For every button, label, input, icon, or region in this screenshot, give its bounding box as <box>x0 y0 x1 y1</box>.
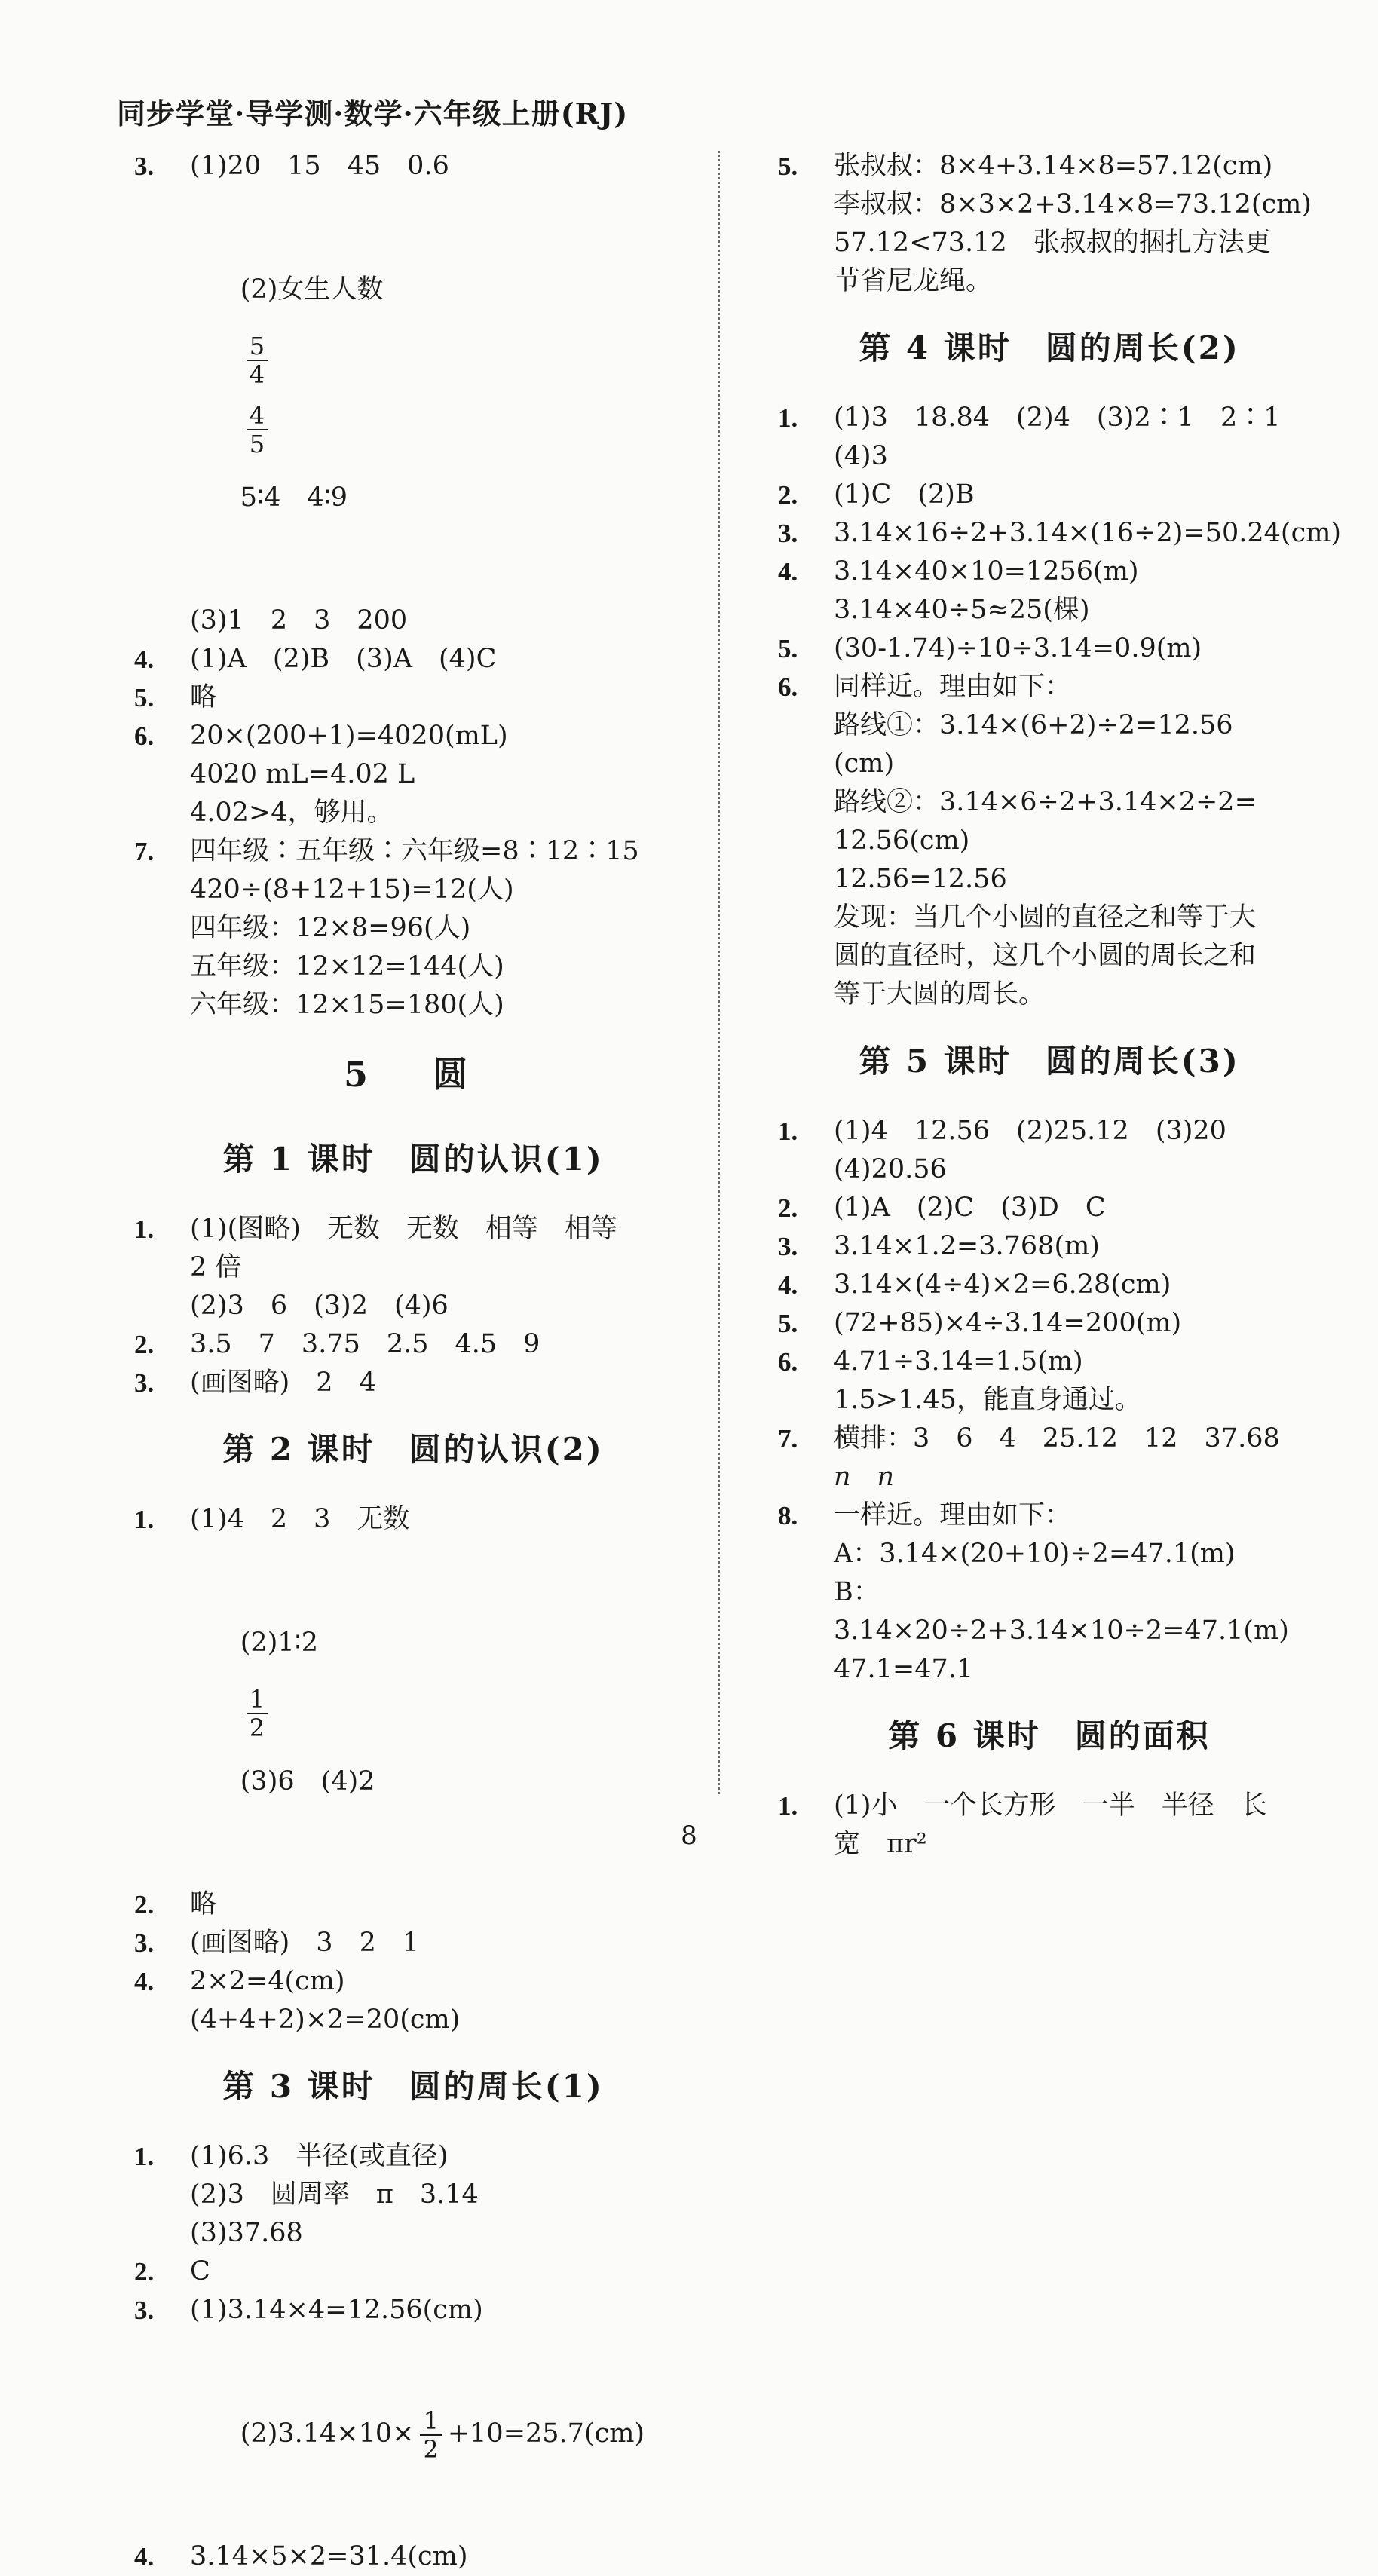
answer-line <box>190 185 692 602</box>
item-number: 7. <box>134 837 155 866</box>
answer-line: 3.5 7 3.75 2.5 4.5 9 <box>190 1329 540 1359</box>
answer-line: (1)4 12.56 (2)25.12 (3)20 <box>834 1116 1226 1146</box>
item-number: 3. <box>134 1928 155 1958</box>
answer-item <box>134 717 692 832</box>
answer-line: (cm) <box>834 749 895 779</box>
answer-item <box>134 1962 692 2039</box>
lesson-title: 第 4 课时 圆的周长(2) <box>859 329 1240 366</box>
answer-text: (2)女生人数 <box>240 274 384 305</box>
answer-line: 路线①：3.14×(6+2)÷2=12.56 <box>834 710 1233 740</box>
answer-line: (1)(图略) 无数 无数 相等 相等 <box>190 1214 617 1244</box>
answer-line: 1.5>1.45，能直身通过。 <box>834 1385 1141 1415</box>
fraction <box>247 332 268 388</box>
answer-text: +10=25.7(cm) <box>447 2418 645 2449</box>
answer-line: A：3.14×(20+10)÷2=47.1(m) <box>834 1539 1236 1569</box>
item-number: 2. <box>134 1890 155 1919</box>
answer-item <box>778 1112 1321 1189</box>
answer-line: 3.14×(4÷4)×2=6.28(cm) <box>834 1270 1171 1300</box>
item-number: 4. <box>778 557 798 587</box>
answer-line: (1)小 一个长方形 一半 半径 长 <box>834 1790 1267 1821</box>
answer-line: 圆的直径时，这几个小圆的周长之和 <box>834 941 1257 971</box>
answer-line: (1)A (2)C (3)D C <box>834 1193 1106 1223</box>
lesson-title: 第 5 课时 圆的周长(3) <box>859 1043 1240 1080</box>
denominator: 2 <box>423 2434 439 2464</box>
answer-line: (3)37.68 <box>190 2218 303 2248</box>
answer-item <box>134 2137 692 2253</box>
answer-line: 20×(200+1)=4020(mL) <box>190 721 508 751</box>
item-number: 3. <box>134 2296 155 2325</box>
answer-line: (3)1 2 3 200 <box>190 605 408 636</box>
answer-text: (3)6 (4)2 <box>240 1766 375 1796</box>
answer-line: 2×2=4(cm) <box>190 1966 345 1996</box>
answer-line: 略 <box>190 682 217 712</box>
answer-line: (30-1.74)÷10÷3.14=0.9(m) <box>834 633 1202 663</box>
item-number: 3. <box>778 1232 798 1261</box>
answer-line: C <box>190 2256 210 2287</box>
answer-line: (1)4 2 3 无数 <box>190 1504 410 1534</box>
lesson-title: 第 6 课时 圆的面积 <box>888 1717 1211 1754</box>
page-number: 8 <box>681 1821 697 1851</box>
answer-line: 宽 πr² <box>834 1829 927 1859</box>
fraction <box>247 402 268 458</box>
answer-line <box>190 2329 692 2538</box>
answer-item <box>778 1343 1321 1420</box>
answer-item <box>778 1189 1321 1227</box>
item-number: 1. <box>778 1791 798 1821</box>
item-number: 6. <box>778 672 798 702</box>
answer-line: 420÷(8+12+15)=12(人) <box>190 874 514 905</box>
answer-line: 3.14×40÷5≈25(棵) <box>834 595 1090 625</box>
answer-line: B：3.14×20÷2+3.14×10÷2=47.1(m) <box>834 1577 1289 1646</box>
item-number: 5. <box>778 1309 798 1338</box>
answer-line: 12.56(cm) <box>834 825 970 856</box>
denominator: 2 <box>249 1713 265 1742</box>
answer-item <box>778 1496 1321 1689</box>
answer-line: 4020 mL=4.02 L <box>190 759 415 789</box>
answer-item <box>778 514 1342 553</box>
answer-line: 李叔叔：8×3×2+3.14×8=73.12(cm) <box>834 189 1312 219</box>
numerator: 1 <box>420 2407 441 2436</box>
answer-line: 一样近。理由如下： <box>834 1500 1072 1530</box>
answer-line: 等于大圆的周长。 <box>834 979 1046 1009</box>
answer-item <box>134 1885 692 1924</box>
answer-item <box>778 1227 1321 1266</box>
item-number: 4. <box>778 1270 798 1300</box>
answer-line: 57.12<73.12 张叔叔的捆扎方法更 <box>834 228 1271 258</box>
answer-line: (1)3 18.84 (2)4 (3)2∶1 2∶1 <box>834 403 1281 433</box>
answer-line: (画图略) 3 2 1 <box>190 1928 420 1958</box>
numerator: 4 <box>247 402 268 430</box>
answer-line: (1)A (2)B (3)A (4)C <box>190 644 497 674</box>
answer-item <box>778 668 1321 1014</box>
item-number: 3. <box>134 1368 155 1398</box>
answer-item <box>134 2253 692 2291</box>
item-number: 5. <box>778 634 798 663</box>
answer-line: (2)3 6 (3)2 (4)6 <box>190 1291 449 1321</box>
answer-item <box>778 147 1321 301</box>
answer-line: 五年级：12×12=144(人) <box>190 951 504 982</box>
item-number: 3. <box>134 152 155 181</box>
answer-item <box>134 2538 692 2576</box>
answer-text: (2)1∶2 <box>240 1628 318 1658</box>
fraction <box>420 2407 441 2463</box>
answer-item <box>134 147 692 640</box>
answer-line: 同样近。理由如下： <box>834 672 1072 702</box>
answer-item <box>778 1266 1321 1304</box>
answer-line: (4+4+2)×2=20(cm) <box>190 2005 461 2035</box>
answer-line: (2)3 圆周率 π 3.14 <box>190 2179 479 2210</box>
item-number: 2. <box>778 1193 798 1223</box>
left-column <box>134 147 692 2576</box>
answer-item <box>134 1364 692 1402</box>
item-number: 5. <box>778 152 798 181</box>
answer-item <box>134 1924 692 1962</box>
answer-line: 张叔叔：8×4+3.14×8=57.12(cm) <box>834 151 1273 181</box>
page-header: 同步学堂·导学测·数学·六年级上册(RJ) <box>117 96 629 130</box>
answer-item <box>134 832 692 1025</box>
answer-line: (1)C (2)B <box>834 479 975 510</box>
answer-line: 3.14×5×2=31.4(cm) <box>190 2541 468 2571</box>
item-number: 1. <box>134 2142 155 2171</box>
item-number: 4. <box>134 2542 155 2571</box>
answer-line: (1)3.14×4=12.56(cm) <box>190 2295 483 2325</box>
answer-item <box>778 1304 1321 1343</box>
answer-item <box>778 1420 1321 1496</box>
answer-line: (72+85)×4÷3.14=200(m) <box>834 1308 1182 1338</box>
item-number: 2. <box>778 480 798 510</box>
answer-line: 4.02>4，够用。 <box>190 798 393 828</box>
answer-item <box>134 640 692 678</box>
item-number: 1. <box>778 403 798 433</box>
answer-line: 4.71÷3.14=1.5(m) <box>834 1346 1083 1377</box>
answer-line: n n <box>834 1462 895 1492</box>
answer-item <box>134 2291 692 2538</box>
answer-line: 横排：3 6 4 25.12 12 37.68 <box>834 1423 1280 1453</box>
answer-line: (4)3 <box>834 441 888 471</box>
answer-line: (1)20 15 45 0.6 <box>190 151 449 181</box>
answer-item <box>134 1210 692 1325</box>
item-number: 8. <box>778 1501 798 1530</box>
numerator: 1 <box>247 1686 268 1714</box>
answer-line: 发现：当几个小圆的直径之和等于大 <box>834 902 1257 933</box>
answer-line: 2 倍 <box>190 1252 242 1282</box>
answer-item <box>778 553 1321 629</box>
chapter-title: 5 圆 <box>343 1054 482 1095</box>
answer-text: 5∶4 4∶9 <box>240 482 348 513</box>
answer-line: (4)20.56 <box>834 1154 947 1184</box>
item-number: 3. <box>778 519 798 548</box>
item-number: 5. <box>134 683 155 712</box>
lesson-title: 第 1 课时 圆的认识(1) <box>222 1141 604 1178</box>
denominator: 4 <box>249 360 265 389</box>
answer-line: 节省尼龙绳。 <box>834 266 993 296</box>
answer-line: (1)6.3 半径(或直径) <box>190 2141 449 2171</box>
answer-line: (画图略) 2 4 <box>190 1368 376 1398</box>
answer-item <box>778 629 1321 668</box>
answer-line: 12.56=12.56 <box>834 864 1007 894</box>
lesson-title: 第 2 课时 圆的认识(2) <box>222 1431 604 1468</box>
answer-line: 3.14×40×10=1256(m) <box>834 556 1139 587</box>
answer-item <box>134 1325 692 1364</box>
fraction <box>247 1686 268 1741</box>
answer-line: 47.1=47.1 <box>834 1654 974 1684</box>
item-number: 1. <box>778 1116 798 1146</box>
item-number: 4. <box>134 1967 155 1996</box>
answer-item <box>778 476 1321 514</box>
item-number: 6. <box>134 721 155 751</box>
answer-item <box>134 678 692 717</box>
item-number: 1. <box>134 1214 155 1244</box>
lesson-title: 第 3 课时 圆的周长(1) <box>222 2068 604 2105</box>
item-number: 1. <box>134 1505 155 1534</box>
answer-line: 四年级：12×8=96(人) <box>190 913 471 943</box>
answer-line: 3.14×16÷2+3.14×(16÷2)=50.24(cm) <box>834 518 1342 548</box>
answer-line: 3.14×1.2=3.768(m) <box>834 1231 1100 1261</box>
answer-line: 四年级∶五年级∶六年级=8∶12∶15 <box>190 836 639 866</box>
item-number: 2. <box>134 2257 155 2287</box>
numerator: 5 <box>247 332 268 361</box>
item-number: 6. <box>778 1347 798 1377</box>
answer-line: 略 <box>190 1889 217 1919</box>
answer-item <box>778 399 1321 476</box>
item-number: 2. <box>134 1330 155 1359</box>
item-number: 7. <box>778 1424 798 1453</box>
answer-line: 路线②：3.14×6÷2+3.14×2÷2= <box>834 787 1257 817</box>
right-column <box>778 147 1342 1864</box>
item-number: 4. <box>134 645 155 674</box>
column-divider <box>718 151 720 1794</box>
answer-line: 六年级：12×15=180(人) <box>190 990 504 1020</box>
answer-text: (2)3.14×10× <box>240 2418 415 2449</box>
denominator: 5 <box>249 429 265 458</box>
